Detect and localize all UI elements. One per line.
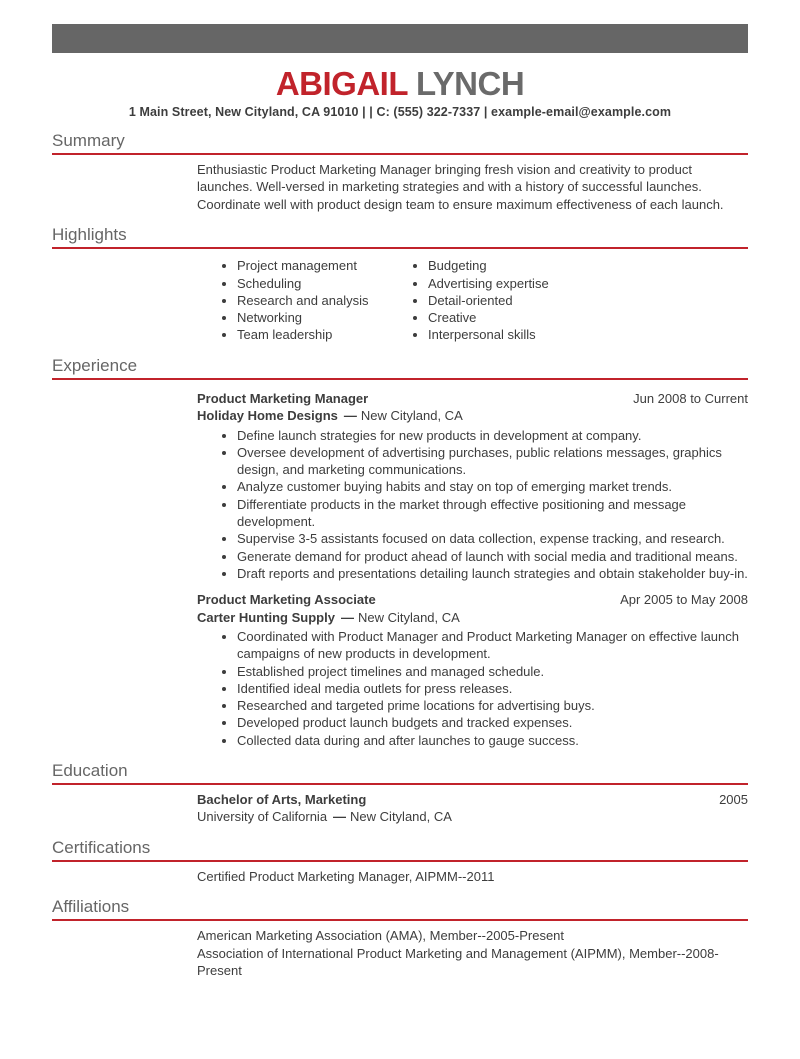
highlight-item: • Detail-oriented — [428, 292, 549, 309]
highlight-item: • Creative — [428, 309, 549, 326]
job-bullet: • Generate demand for product ahead of launch with social media and traditional means. — [237, 548, 748, 565]
certifications-heading: Certifications — [52, 837, 748, 862]
candidate-last-name: LYNCH — [416, 65, 525, 102]
candidate-first-name: ABIGAIL — [275, 65, 408, 102]
section-experience — [52, 355, 748, 749]
job-bullet: • Oversee development of advertising purchases, public relations messages, graphics design, and marketing communications. — [237, 444, 748, 479]
section-highlights — [52, 224, 748, 343]
highlights-body — [197, 249, 748, 343]
job-entry — [197, 390, 748, 582]
company-name: Carter Hunting Supply — [197, 609, 335, 625]
highlight-item: • Advertising expertise — [428, 275, 549, 292]
job-bullet: • Coordinated with Product Manager and Product Marketing Manager on effective launch campaigns of new products in development. — [237, 628, 748, 663]
highlight-item: • Project management — [237, 257, 388, 274]
highlight-item: • Interpersonal skills — [428, 326, 549, 343]
resume-page — [0, 24, 800, 980]
highlight-item: • Team leadership — [237, 326, 388, 343]
summary-body — [197, 155, 748, 213]
school-location: New Cityland, CA — [350, 809, 452, 825]
job-company-row — [197, 609, 748, 626]
job-dates: Apr 2005 to May 2008 — [620, 592, 748, 608]
summary-text: Enthusiastic Product Marketing Manager bringing fresh vision and creativity to product launches. Well-versed in marketing strategies and with a history of successful launches. Coordinate well with product design team to ensure maximum effectiveness of each launch. — [197, 162, 724, 212]
highlights-columns — [197, 255, 748, 343]
job-location: New Cityland, CA — [357, 609, 460, 625]
section-certifications — [52, 837, 748, 885]
job-bullet: • Draft reports and presentations detailing launch strategies and obtain stakeholder buy-in. — [237, 565, 748, 582]
certifications-body — [197, 862, 748, 885]
dash-separator: — — [343, 408, 357, 424]
highlight-item: • Research and analysis — [237, 292, 388, 309]
job-bullet-list — [197, 427, 748, 583]
affiliation-item: American Marketing Association (AMA), Member--2005-Present — [197, 928, 565, 944]
job-bullet: • Define launch strategies for new products in development at company. — [237, 427, 748, 444]
school-name: University of California — [197, 809, 328, 825]
highlight-item: • Budgeting — [428, 257, 549, 274]
section-education — [52, 760, 748, 826]
job-bullet: • Researched and targeted prime locations for advertising buys. — [237, 697, 748, 714]
job-bullet: • Supervise 3-5 assistants focused on data collection, expense tracking, and research. — [237, 530, 748, 547]
degree-name: Bachelor of Arts, Marketing — [197, 792, 367, 808]
job-entry — [197, 591, 748, 749]
experience-body — [197, 380, 748, 749]
job-title: Product Marketing Associate — [197, 592, 376, 608]
candidate-name — [52, 65, 748, 103]
highlights-heading: Highlights — [52, 224, 748, 249]
education-body — [197, 785, 748, 826]
company-name: Holiday Home Designs — [197, 408, 338, 424]
dash-separator: — — [333, 809, 347, 825]
highlights-column-1 — [197, 257, 388, 343]
job-title-row — [197, 390, 748, 407]
section-affiliations — [52, 896, 748, 979]
job-bullet: • Analyze customer buying habits and stay on top of emerging market trends. — [237, 478, 748, 495]
experience-heading: Experience — [52, 355, 748, 380]
summary-heading: Summary — [52, 130, 748, 155]
header-gray-bar — [52, 24, 748, 53]
school-row — [197, 808, 748, 825]
job-bullet: • Collected data during and after launches to gauge success. — [237, 732, 748, 749]
highlight-item: • Networking — [237, 309, 388, 326]
highlight-item: • Scheduling — [237, 275, 388, 292]
affiliation-item: Association of International Product Marketing and Management (AIPMM), Member--2008-Present — [197, 945, 719, 979]
graduation-year: 2005 — [719, 792, 748, 808]
dash-separator: — — [340, 609, 354, 625]
job-company-row — [197, 407, 748, 424]
job-location: New Cityland, CA — [360, 408, 463, 424]
job-dates: Jun 2008 to Current — [633, 390, 748, 406]
job-bullet: • Established project timelines and managed schedule. — [237, 663, 748, 680]
job-bullet: • Differentiate products in the market through effective positioning and message development. — [237, 496, 748, 531]
job-title-row — [197, 591, 748, 608]
contact-line: 1 Main Street, New Cityland, CA 91010 | | C: (555) 322-7337 | example-email@example.com — [128, 105, 672, 119]
job-title: Product Marketing Manager — [197, 390, 369, 406]
job-bullet: • Developed product launch budgets and tracked expenses. — [237, 714, 748, 731]
section-summary — [52, 130, 748, 213]
education-heading: Education — [52, 760, 748, 785]
affiliations-heading: Affiliations — [52, 896, 748, 921]
job-bullet: • Identified ideal media outlets for press releases. — [237, 680, 748, 697]
certification-item: Certified Product Marketing Manager, AIPMM--2011 — [197, 868, 495, 884]
degree-row — [197, 791, 748, 808]
affiliations-body — [197, 921, 748, 979]
highlights-column-2 — [388, 257, 549, 343]
job-bullet-list — [197, 628, 748, 749]
